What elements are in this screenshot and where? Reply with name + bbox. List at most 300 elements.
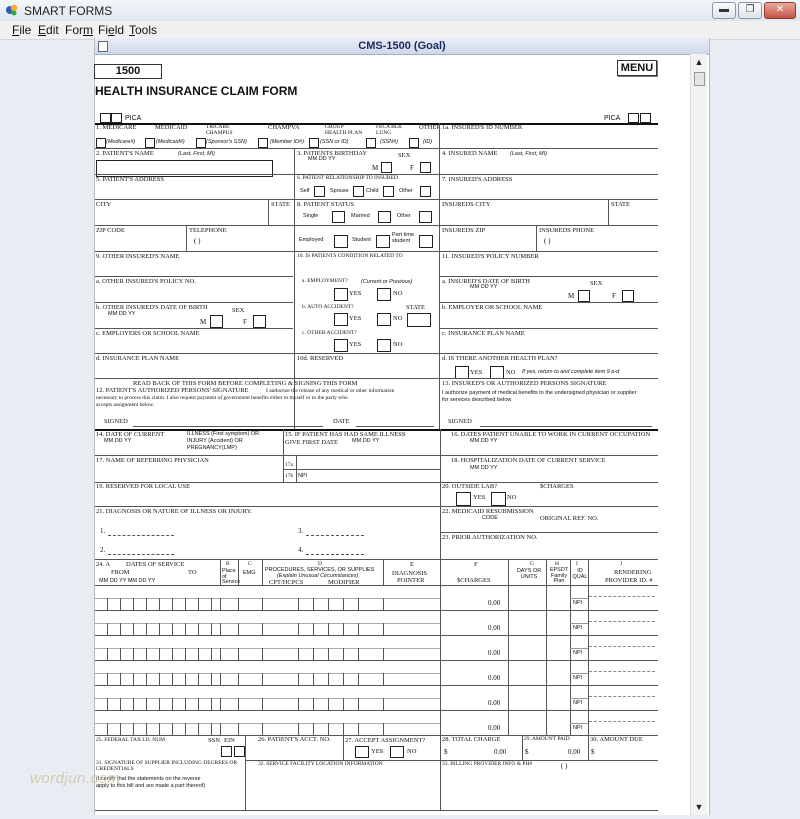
- ins-type-checkbox[interactable]: [309, 138, 319, 148]
- label-insurance-plan: c. INSURANCE PLAN NAME: [442, 330, 525, 337]
- npi-label: NPI: [573, 700, 583, 706]
- cell-divider: [358, 623, 359, 635]
- pica-left-label: PICA: [125, 115, 142, 122]
- mmddyy: MM DD YY: [352, 438, 380, 444]
- label-unable-to-work: 16. DATES PATIENT UNABLE TO WORK IN CURRENT OCCUPATION: [451, 431, 651, 438]
- diag-4-input[interactable]: [306, 554, 364, 555]
- label-referring-physician: 17. NAME OF REFERRING PHYSICIAN: [96, 457, 209, 464]
- column-divider: [245, 735, 246, 810]
- rule: [440, 532, 658, 533]
- status-married: Married: [351, 213, 370, 219]
- cell-divider: [185, 698, 186, 710]
- cell-divider: [133, 723, 134, 735]
- column-divider: [588, 735, 589, 760]
- cell-divider: [211, 598, 212, 610]
- sex-label: SEX: [232, 307, 245, 314]
- status-single: Single: [303, 213, 319, 219]
- cell-divider: [133, 698, 134, 710]
- ins-type-other: OTHER: [419, 124, 441, 131]
- col-24j-sub1: RENDERING: [614, 569, 652, 576]
- row-separator: [95, 610, 658, 611]
- signed-label: SIGNED: [448, 418, 472, 425]
- npi-divider: [570, 673, 588, 674]
- status-employed-checkbox[interactable]: [334, 235, 348, 248]
- cell-divider: [262, 673, 263, 685]
- status-other-checkbox[interactable]: [419, 211, 432, 223]
- col-24g: G: [530, 561, 534, 567]
- cell-divider: [358, 648, 359, 660]
- hint: (Last, First, MI): [178, 151, 215, 157]
- label-total-charge: 28. TOTAL CHARGE: [442, 736, 501, 743]
- hint: INJURY (Accident) OR: [187, 438, 243, 444]
- ins-sub: (SSN or ID): [320, 139, 349, 145]
- label-ssn: SSN: [208, 737, 220, 744]
- label-prior-auth: 23. PRIOR AUTHORIZATION NO.: [442, 534, 538, 541]
- cell-divider: [159, 648, 160, 660]
- cell-divider: [107, 623, 108, 635]
- ins-type-checkbox[interactable]: [409, 138, 419, 148]
- m-label: M: [372, 164, 379, 172]
- cell-divider: [172, 723, 173, 735]
- col-24f: F: [474, 561, 478, 568]
- cell-divider: [298, 673, 299, 685]
- column-divider: [608, 199, 609, 225]
- cell-divider: [211, 723, 212, 735]
- cell-divider: [107, 598, 108, 610]
- rule: [283, 469, 440, 470]
- label-insured-zip: INSUREDS ZIP: [442, 227, 486, 234]
- service-line-charge[interactable]: 0.00: [488, 699, 501, 707]
- dollar: $: [525, 748, 529, 756]
- label-amount-due: 30. AMOUNT DUE: [590, 736, 643, 743]
- column-divider: [522, 735, 523, 760]
- close-button[interactable]: ✕: [764, 2, 796, 19]
- cell-divider: [107, 648, 108, 660]
- cell-divider: [238, 698, 239, 710]
- rel-self-checkbox[interactable]: [314, 186, 325, 197]
- sex-f-checkbox[interactable]: [420, 162, 431, 173]
- cell-divider: [133, 673, 134, 685]
- cell-divider: [328, 623, 329, 635]
- col-24e-sub1: DIAGNOSIS: [392, 570, 428, 577]
- ins-type-checkbox[interactable]: [366, 138, 376, 148]
- column-divider: [283, 429, 284, 455]
- label-patient-name: 2. PATIENT'S NAME: [96, 150, 154, 157]
- label-accept-assignment: 27. ACCEPT ASSIGNMENT?: [345, 737, 426, 744]
- menu-form[interactable]: Form: [65, 23, 93, 37]
- employment-yes-checkbox[interactable]: [334, 288, 348, 301]
- cell-divider: [172, 623, 173, 635]
- label-ein: EIN: [224, 737, 235, 744]
- row-separator: [95, 685, 658, 686]
- ins-sub: (SSN#): [380, 139, 399, 145]
- label-facility: 32. SERVICE FACILITY LOCATION INFORMATION: [258, 761, 383, 767]
- rule: [440, 302, 658, 303]
- col-24b: B: [226, 561, 230, 567]
- col-24i: I: [576, 561, 578, 567]
- col-24j-sub2: PROVIDER ID. #: [605, 577, 653, 584]
- rule: [95, 378, 658, 379]
- cell-divider: [198, 598, 199, 610]
- label-tax-id: 25. FEDERAL TAX I.D. NUM: [96, 737, 166, 743]
- cell-divider: [262, 598, 263, 610]
- cell-divider: [185, 598, 186, 610]
- outside-lab-yes-checkbox[interactable]: [456, 492, 471, 506]
- column-divider: [238, 559, 239, 585]
- ins-type-checkbox[interactable]: [145, 138, 155, 148]
- cell-divider: [120, 673, 121, 685]
- ins-sub: (Medicare#): [106, 139, 136, 145]
- minimize-button[interactable]: ▬: [712, 2, 736, 19]
- signature-line[interactable]: [480, 426, 652, 427]
- label-amount-paid: 29. AMOUNT PAID: [524, 736, 570, 742]
- pica-right-box[interactable]: [640, 113, 651, 123]
- label-other-policy: a. OTHER INSURED'S POLICY NO.: [96, 278, 196, 285]
- scroll-up-arrow-icon[interactable]: ▲: [694, 57, 704, 67]
- label-outside-lab: 20. OUTSIDE LAB?: [442, 483, 498, 490]
- ins-type-checkbox[interactable]: [96, 138, 106, 148]
- rule: [95, 353, 658, 354]
- label-same-illness: 15. IF PATIENT HAS HAD SAME ILLNESS: [285, 431, 406, 438]
- label-insured-signature: 13. INSURED'S OR AUTHORIZED PERSONS SIGNATURE: [442, 380, 607, 387]
- signed-label: SIGNED: [104, 418, 128, 425]
- other-sex-m-checkbox[interactable]: [210, 315, 223, 328]
- cell-divider: [238, 723, 239, 735]
- f-label: F: [410, 164, 414, 172]
- cell-divider: [298, 598, 299, 610]
- rule: [95, 585, 658, 586]
- cell-divider: [146, 673, 147, 685]
- cell-divider: [328, 673, 329, 685]
- cell-divider: [159, 623, 160, 635]
- ins-type-checkbox[interactable]: [196, 138, 206, 148]
- cell-divider: [313, 598, 314, 610]
- cell-divider: [220, 698, 221, 710]
- diag-3-input[interactable]: [306, 535, 364, 536]
- column-divider: [268, 199, 269, 225]
- label-patient-address: 5. PATIENT'S ADDRESS: [96, 176, 164, 183]
- insured-sex-m-checkbox[interactable]: [578, 290, 590, 302]
- menu-field[interactable]: Field: [98, 23, 125, 37]
- original-ref-label: ORIGINAL REF. NO.: [540, 515, 599, 522]
- ins-type-tricare: TRICARE CHAMPUS: [206, 124, 233, 136]
- ins-sub: (Sponsor's SSN): [206, 139, 247, 145]
- cell-divider: [262, 723, 263, 735]
- watermark: wordjun.com: [30, 770, 121, 787]
- label-employment: a. EMPLOYMENT?: [302, 278, 348, 284]
- hint: ILLNESS (First symptom) OR: [187, 431, 260, 437]
- cell-divider: [220, 723, 221, 735]
- ins-sub: (Member ID#): [270, 139, 304, 145]
- ins-type-checkbox[interactable]: [258, 138, 268, 148]
- no-label: NO: [393, 315, 403, 322]
- rel-child-checkbox[interactable]: [383, 186, 394, 197]
- cell-divider: [120, 698, 121, 710]
- cell-divider: [185, 673, 186, 685]
- service-line-charge[interactable]: 0.00: [488, 674, 501, 682]
- date-label: DATE: [333, 418, 350, 425]
- label-billing-provider: 33. BILLING PROVIDER INFO & PH#: [442, 761, 533, 767]
- ins-type-medicaid: MEDICAID: [155, 124, 188, 131]
- mmddyy: MM DD YY: [470, 284, 498, 290]
- diag-4-label: 4.: [298, 546, 304, 554]
- column-divider: [383, 559, 384, 585]
- label-other-insured-name: 9. OTHER INSURED'S NAME: [96, 253, 180, 260]
- status-employed: Employed: [299, 237, 324, 243]
- status-married-checkbox[interactable]: [378, 211, 391, 223]
- service-line-charge[interactable]: 0.00: [488, 599, 501, 607]
- cell-divider: [313, 673, 314, 685]
- auth-text: I authorize the release of any medical or other information: [266, 388, 395, 394]
- label-patient-status: 8. PATIENT STATUS: [297, 201, 355, 208]
- assignment-yes-checkbox[interactable]: [355, 746, 369, 758]
- label-17b: 17b: [285, 473, 294, 479]
- no-label: NO: [393, 341, 403, 348]
- total-charge-value[interactable]: 0.00: [494, 748, 507, 756]
- cell-divider: [185, 648, 186, 660]
- pica-left-box[interactable]: [100, 113, 111, 123]
- cell-divider: [198, 723, 199, 735]
- rule: [95, 810, 658, 811]
- employment-no-checkbox[interactable]: [377, 288, 391, 301]
- auth-text: I authorize payment of medical benefits to the undersigned physician or supplier: [442, 390, 637, 396]
- label-telephone: TELEPHONE: [189, 227, 227, 234]
- cell-divider: [262, 648, 263, 660]
- auth-text: accepts assignment below.: [96, 402, 155, 408]
- label-insured-policy: 11. INSURED'S POLICY NUMBER: [442, 253, 539, 260]
- label-insured-city: INSUREDS CITY: [442, 201, 491, 208]
- window-title: SMART FORMS: [24, 4, 113, 18]
- label-other-dob: b. OTHER INSURED'S DATE OF BIRTH: [96, 304, 208, 311]
- cell-divider: [298, 698, 299, 710]
- column-divider: [536, 225, 537, 251]
- cell-divider: [358, 698, 359, 710]
- cell-divider: [238, 673, 239, 685]
- label-patient-signature: 12. PATIENT'S AUTHORIZED PERSONS' SIGNATURE: [96, 387, 249, 394]
- yes-label: YES: [349, 290, 362, 297]
- form-title: HEALTH INSURANCE CLAIM FORM: [95, 84, 298, 98]
- column-divider: [440, 429, 441, 810]
- ins-type-group: GROUP HEALTH PLAN: [325, 124, 363, 136]
- no-label: NO: [506, 369, 516, 376]
- rendering-provider-dashed: [589, 696, 655, 697]
- col-24j: J: [620, 561, 623, 567]
- diag-1-input[interactable]: [108, 535, 174, 536]
- cell-divider: [313, 723, 314, 735]
- status-parttime-checkbox[interactable]: [419, 235, 433, 248]
- menu-edit[interactable]: Edit: [38, 23, 59, 37]
- menu-file[interactable]: File: [12, 23, 32, 37]
- dollar: $: [444, 748, 448, 756]
- outside-lab-no-checkbox[interactable]: [491, 492, 506, 506]
- cell-divider: [133, 648, 134, 660]
- cell-divider: [107, 698, 108, 710]
- cell-divider: [107, 723, 108, 735]
- rule: [95, 199, 658, 200]
- cell-divider: [238, 598, 239, 610]
- cell-divider: [185, 623, 186, 635]
- cell-divider: [198, 698, 199, 710]
- f-label: F: [243, 318, 247, 326]
- rendering-provider-dashed: [589, 646, 655, 647]
- cell-divider: [328, 698, 329, 710]
- phone-parens: ( ): [194, 237, 201, 245]
- label-place-state: STATE: [406, 304, 425, 311]
- cell-divider: [343, 723, 344, 735]
- npi-label: NPI: [573, 600, 583, 606]
- service-line-charge[interactable]: 0.00: [488, 649, 501, 657]
- col-24c: C: [248, 561, 252, 567]
- service-line-charge[interactable]: 0.00: [488, 624, 501, 632]
- rendering-provider-dashed: [589, 671, 655, 672]
- col-24d-sub2: (Explain Unusual Circumstances): [277, 573, 359, 579]
- cell-divider: [185, 723, 186, 735]
- sex-m-checkbox[interactable]: [381, 162, 392, 173]
- label-patient-birthday: 3. PATIENTS BIRTHDAY: [297, 150, 368, 157]
- no-label: NO: [393, 290, 403, 297]
- cell-divider: [172, 598, 173, 610]
- label-patient-acct: 26. PATIENT'S ACCT. NO.: [258, 736, 331, 743]
- diag-2-input[interactable]: [108, 554, 174, 555]
- cell-divider: [120, 623, 121, 635]
- cell-divider: [383, 723, 384, 735]
- label-state: STATE: [271, 201, 290, 208]
- ein-checkbox[interactable]: [234, 746, 245, 757]
- pica-right-label: PICA: [604, 115, 621, 122]
- other-sex-f-checkbox[interactable]: [253, 315, 266, 328]
- label-another-plan: d. IS THERE ANOTHER HEALTH PLAN?: [442, 355, 558, 362]
- col-mmddyy: MM DD YY MM DD YY: [99, 578, 156, 584]
- status-single-checkbox[interactable]: [332, 211, 345, 223]
- rel-spouse-checkbox[interactable]: [353, 186, 364, 197]
- rule: [95, 148, 658, 149]
- cell-divider: [120, 648, 121, 660]
- auth-text: for services described below: [442, 397, 512, 403]
- cell-divider: [146, 648, 147, 660]
- cell-divider: [298, 623, 299, 635]
- rel-child: Child: [366, 188, 379, 194]
- cell-divider: [120, 723, 121, 735]
- label-insured-state: STATE: [611, 201, 630, 208]
- hint: If yes, return to and complete item 9 a-d: [522, 369, 620, 375]
- cell-divider: [383, 673, 384, 685]
- label-signature-supplier: 31. SIGNATURE OF SUPPLIER INCLUDING DEGREES OR CREDENTIALS: [96, 760, 238, 772]
- cell-divider: [198, 673, 199, 685]
- amount-paid-value[interactable]: 0.00: [568, 748, 581, 756]
- other-accident-no-checkbox[interactable]: [377, 339, 391, 352]
- menu-button[interactable]: MENU: [617, 60, 657, 76]
- label-diagnosis: 21. DIAGNOSIS OR NATURE OF ILLNESS OR INJURY.: [96, 508, 253, 515]
- billing-phone-parens: ( ): [561, 762, 568, 770]
- ssn-checkbox[interactable]: [221, 746, 232, 757]
- npi-divider: [570, 723, 588, 724]
- cell-divider: [146, 598, 147, 610]
- cell-divider: [159, 723, 160, 735]
- label-date-current: 14. DATE OF CURRENT: [96, 431, 165, 438]
- cell-divider: [133, 598, 134, 610]
- status-student-checkbox[interactable]: [376, 235, 390, 248]
- npi-label: NPI: [573, 650, 583, 656]
- auto-no-checkbox[interactable]: [377, 313, 391, 326]
- auto-yes-checkbox[interactable]: [334, 313, 348, 326]
- cell-divider: [198, 648, 199, 660]
- cell-divider: [328, 598, 329, 610]
- mmddyy: MM DD YY: [308, 156, 336, 162]
- no-label: NO: [407, 748, 417, 755]
- col-24d: D: [318, 561, 322, 567]
- label-readback: READ BACK OF THIS FORM BEFORE COMPLETING & SIGNING THIS FORM: [133, 380, 358, 387]
- label-insured-id: 1a. INSURED'S ID NUMBER: [442, 124, 523, 131]
- label-local-use: 19. RESERVED FOR LOCAL USE: [96, 483, 191, 490]
- rendering-provider-dashed: [589, 621, 655, 622]
- label-lab-charges: $CHARGES: [540, 483, 574, 490]
- cell-divider: [313, 698, 314, 710]
- rel-other-checkbox[interactable]: [420, 186, 431, 197]
- auto-state-input[interactable]: [407, 313, 431, 327]
- mmddyy: MM DD YY: [108, 311, 136, 317]
- npi-divider: [570, 648, 588, 649]
- cell-divider: [358, 598, 359, 610]
- cell-divider: [358, 723, 359, 735]
- m-label: M: [568, 292, 575, 300]
- col-24h: H: [555, 561, 559, 567]
- cell-divider: [220, 598, 221, 610]
- date-line[interactable]: [356, 426, 434, 427]
- document-title: CMS-1500 (Goal): [358, 40, 446, 52]
- pica-right-box[interactable]: [628, 113, 639, 123]
- label-employer-school-2: c. EMPLOYERS OR SCHOOL NAME: [96, 330, 200, 337]
- cell-divider: [211, 623, 212, 635]
- cell-divider: [262, 698, 263, 710]
- maximize-button[interactable]: ❐: [738, 2, 762, 19]
- col-24h-sub: EPSDT Family Plan: [549, 567, 569, 584]
- sex-label: SEX: [590, 280, 603, 287]
- col-24c-sub: EMG: [243, 570, 256, 576]
- form-number: 1500: [94, 64, 162, 79]
- cell-divider: [220, 623, 221, 635]
- npi-divider: [570, 623, 588, 624]
- label-reserved: 10d. RESERVED: [297, 355, 344, 362]
- cell-divider: [146, 723, 147, 735]
- signature-line[interactable]: [133, 426, 323, 427]
- cell-divider: [120, 598, 121, 610]
- row-separator: [95, 660, 658, 661]
- hint: (Current or Previous): [361, 279, 413, 285]
- status-student: Student: [352, 237, 371, 243]
- npi-label: NPI: [573, 725, 583, 731]
- certify-text: (I certify that the statements on the reverse: [96, 776, 201, 782]
- cell-divider: [133, 623, 134, 635]
- pica-left-box[interactable]: [111, 113, 122, 123]
- rule: [95, 328, 293, 329]
- status-other: Other: [397, 213, 411, 219]
- yes-label: YES: [349, 341, 362, 348]
- rel-self: Self: [300, 188, 310, 194]
- rule: [95, 735, 658, 736]
- assignment-no-checkbox[interactable]: [390, 746, 404, 758]
- ins-type-champva: CHAMPVA: [268, 124, 300, 131]
- insured-sex-f-checkbox[interactable]: [622, 290, 634, 302]
- service-line-charge[interactable]: 0.00: [488, 724, 501, 732]
- rule: [440, 328, 658, 329]
- hint: (Last, First, MI): [510, 151, 547, 157]
- other-accident-yes-checkbox[interactable]: [334, 339, 348, 352]
- menu-tools[interactable]: Tools: [129, 23, 158, 37]
- auth-text: necessary to process this claim. I also request payment of government benefits either to myself or to the party who: [96, 395, 348, 401]
- scroll-down-arrow-icon[interactable]: ▼: [694, 802, 704, 812]
- label-condition-related: 10. IS PATIENTS CONDITION RELATED TO: [297, 253, 403, 259]
- col-24d-sub1: PROCEDURES, SERVICES, OR SUPPLIES: [265, 567, 375, 573]
